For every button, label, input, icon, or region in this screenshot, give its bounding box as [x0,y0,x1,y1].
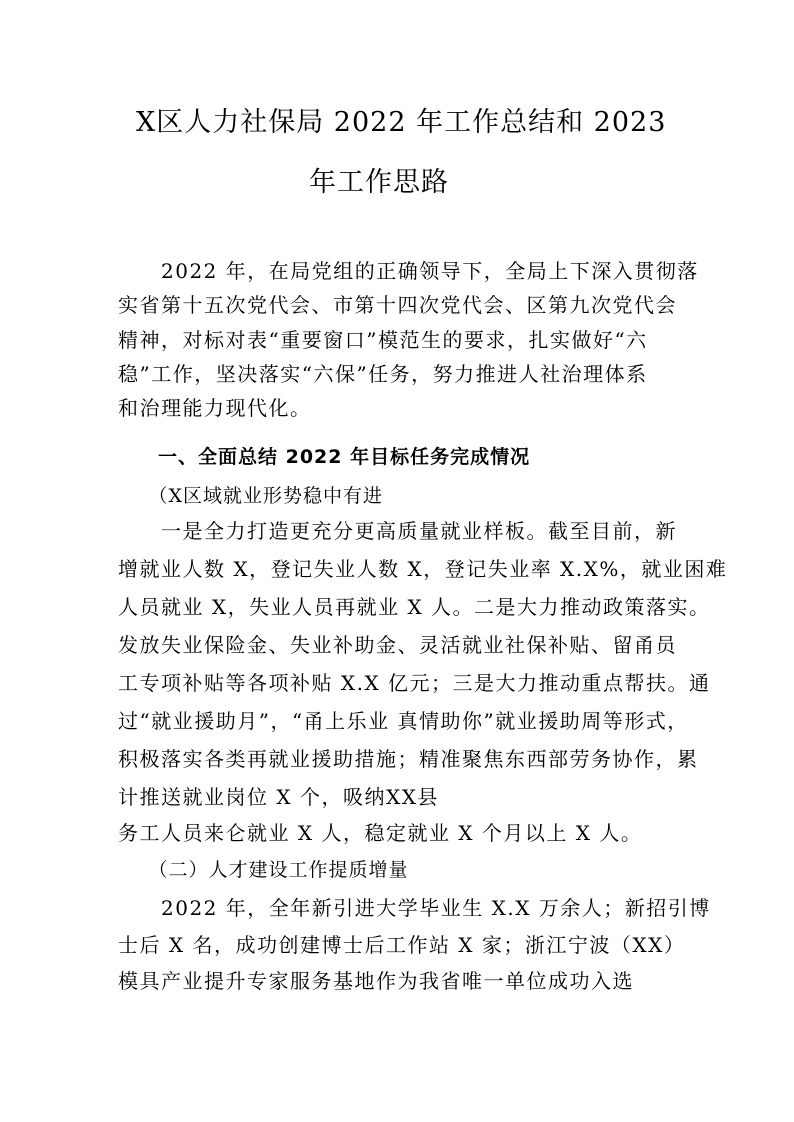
paragraph-line: 务工人员来仑就业 X 人，稳定就业 X 个月以上 X 人。 [118,821,643,845]
paragraph-line: 人员就业 X，失业人员再就业 X 人。二是大力推动政策落实。 [118,595,711,619]
paragraph-line: 增就业人数 X，登记失业人数 X，登记失业率 X.X%，就业困难 [118,557,728,581]
subsection-heading: （二）人才建设工作提质增量 [118,859,409,881]
paragraph-line: 模具产业提升专家服务基地作为我省唯一单位成功入选 [118,969,634,993]
paragraph-line: 工专项补贴等各项补贴 X.X 亿元；三是大力推动重点帮扶。通 [118,671,711,695]
paragraph-line: 士后 X 名，成功创建博士后工作站 X 家；浙江宁波（XX） [118,933,686,957]
paragraph-line: 实省第十五次党代会、市第十四次党代会、区第九次党代会 [118,293,677,317]
paragraph-line: 积极落实各类再就业援助措施；精准聚焦东西部劳务协作，累 [118,747,699,771]
paragraph-line: 计推送就业岗位 X 个，吸纳XX县 [118,785,439,809]
paragraph-line: 一是全力打造更充分更高质量就业样板。截至目前，新 [118,519,677,543]
paragraph-line: 精神，对标对表“重要窗口”模范生的要求，扎实做好“六 [118,328,648,352]
document-title-line-2: 年工作思路 [309,167,449,198]
paragraph-line: 2022 年，全年新引进大学毕业生 X.X 万余人；新招引博 [118,896,711,920]
paragraph-line: 2022 年，在局党组的正确领导下，全局上下深入贯彻落 [118,259,699,283]
paragraph-line: 稳”工作，坚决落实“六保”任务，努力推进人社治理体系 [118,362,648,386]
subsection-heading: （X区域就业形势稳中有进 [118,485,384,507]
paragraph-line: 和治理能力现代化。 [118,396,312,420]
paragraph-line: 过“就业援助月”，“甬上乐业 真情助你”就业援助周等形式， [118,709,689,733]
paragraph-line: 发放失业保险金、失业补助金、灵活就业社保补贴、留甬员 [118,633,677,657]
section-heading: 一、全面总结 2022 年目标任务完成情况 [118,446,531,468]
document-title-line-1: X区人力社保局 2022 年工作总结和 2023 [136,107,667,138]
